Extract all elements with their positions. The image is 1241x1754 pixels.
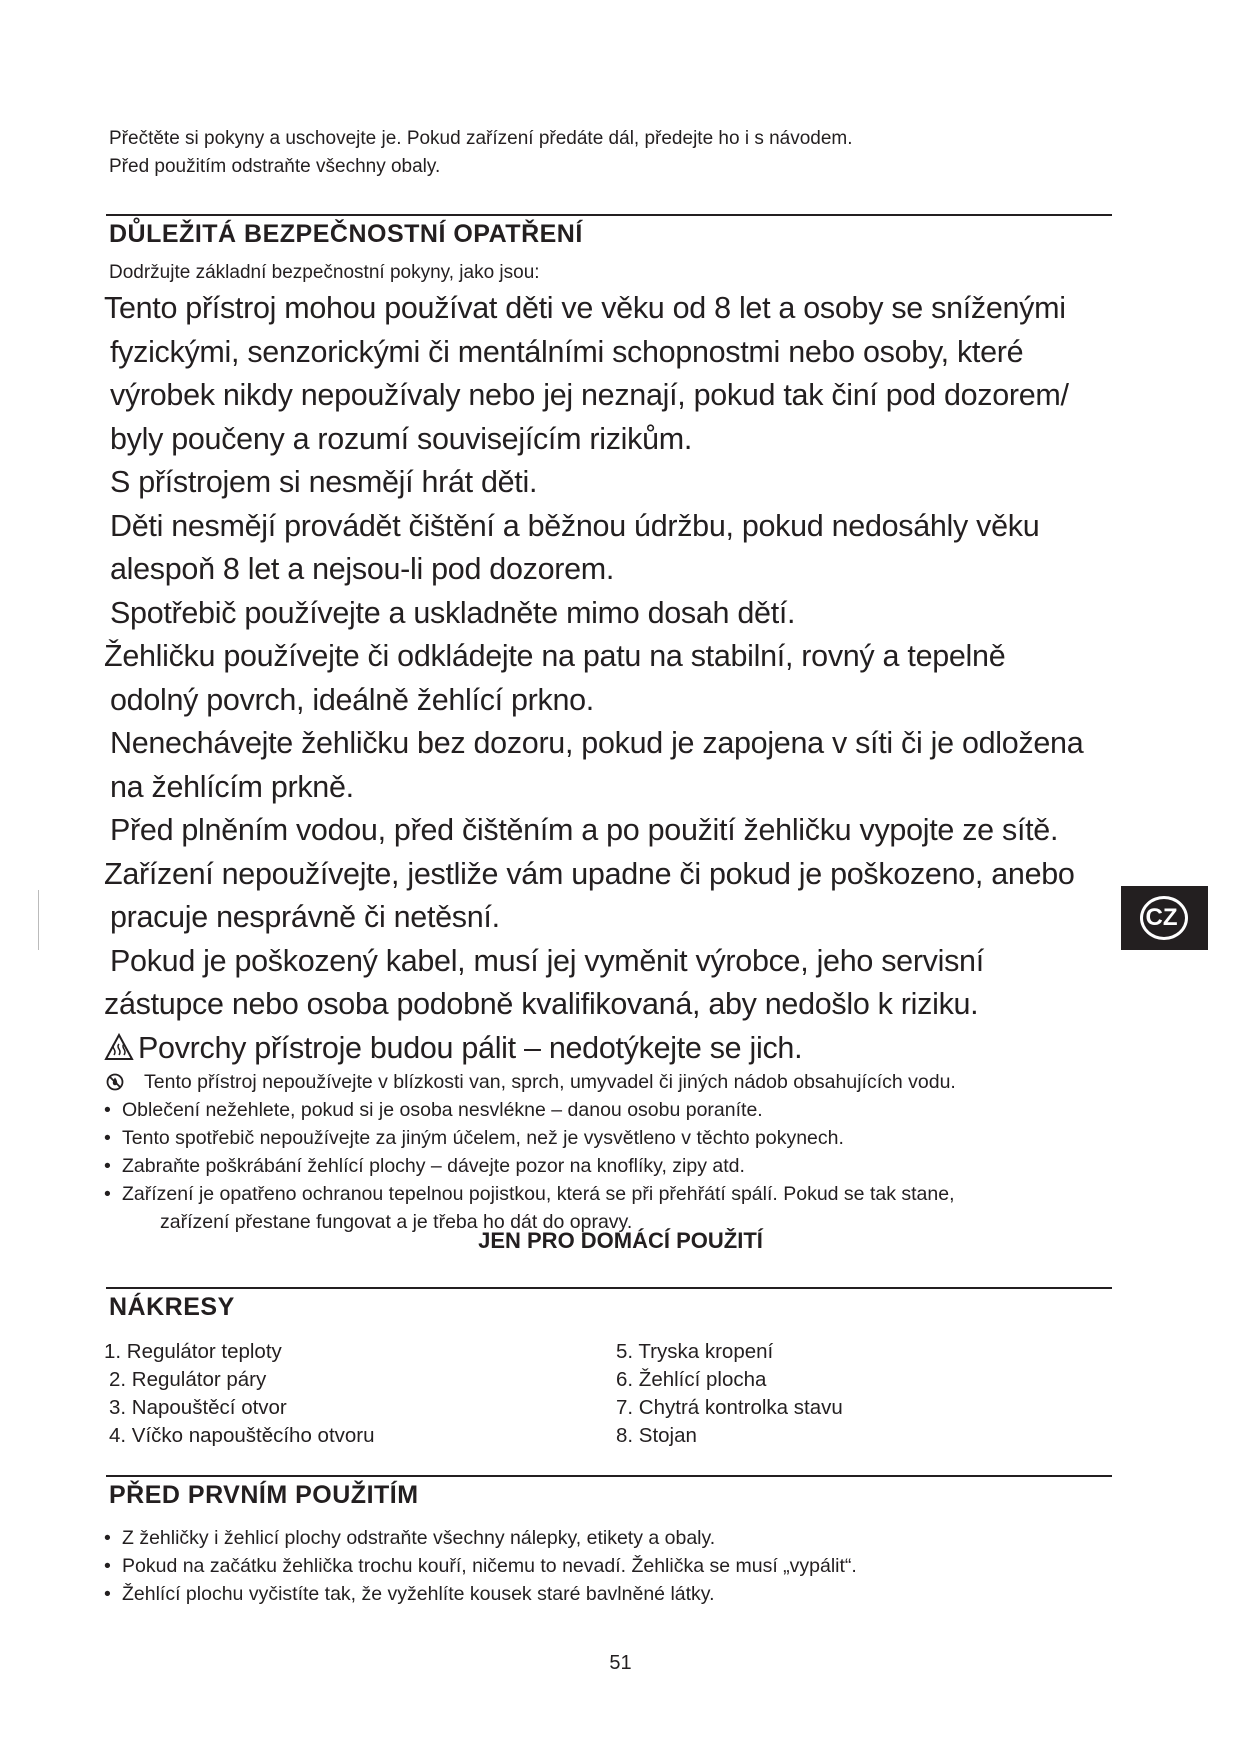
section-divider bbox=[106, 1475, 1112, 1477]
safety-line: Pokud je poškozený kabel, musí jej vyměnit výrobce, jeho servisní bbox=[110, 943, 984, 978]
hot-surface-text: Povrchy přístroje budou pálit – nedotýkejte se jich. bbox=[138, 1030, 803, 1065]
list-item-text: Zařízení je opatřeno ochranou tepelnou pojistkou, která se při přehřátí spálí. Pokud se tak stane, bbox=[122, 1183, 955, 1205]
list-item bbox=[104, 1524, 857, 1552]
part-item: 4. Víčko napouštěcího otvoru bbox=[109, 1424, 375, 1447]
hot-surface-icon bbox=[104, 1030, 134, 1074]
no-water-icon bbox=[106, 1071, 124, 1089]
part-item: 7. Chytrá kontrolka stavu bbox=[616, 1396, 843, 1419]
safety-line: Žehličku používejte či odkládejte na patu na stabilní, rovný a tepelně bbox=[104, 639, 1006, 673]
first-use-list bbox=[104, 1524, 857, 1608]
bullet-mark: • bbox=[104, 1583, 111, 1605]
bullet-mark: • bbox=[104, 1183, 111, 1205]
list-item-continuation: zařízení přestane fungovat a je třeba ho dát do opravy. bbox=[160, 1211, 633, 1233]
part-item: 5. Tryska kropení bbox=[616, 1340, 774, 1363]
bullet-mark: • bbox=[104, 1099, 111, 1121]
safety-line: fyzickými, senzorickými či mentálními schopnostmi nebo osoby, které bbox=[110, 334, 1024, 369]
safety-line: S přístrojem si nesmějí hrát děti. bbox=[110, 465, 538, 499]
drawings-heading: NÁKRESY bbox=[109, 1293, 235, 1321]
first-use-heading: PŘED PRVNÍM POUŽITÍM bbox=[109, 1481, 419, 1509]
safety-line: zástupce nebo osoba podobně kvalifikovaná, aby nedošlo k riziku. bbox=[104, 987, 979, 1021]
domestic-use-notice: JEN PRO DOMÁCÍ POUŽITÍ bbox=[478, 1228, 763, 1253]
language-badge-label: CZ bbox=[1145, 904, 1178, 931]
safety-line: Tento přístroj mohou používat děti ve věku od 8 let a osoby se sníženými bbox=[104, 291, 1066, 325]
safety-line: na žehlícím prkně. bbox=[110, 769, 354, 804]
water-warning bbox=[104, 1068, 956, 1096]
part-item: 6. Žehlící plocha bbox=[616, 1368, 767, 1391]
safety-line: pracuje nesprávně či netěsní. bbox=[110, 900, 500, 934]
safety-line: Před plněním vodou, před čištěním a po použití žehličku vypojte ze sítě. bbox=[110, 813, 1059, 847]
safety-line: Nenechávejte žehličku bez dozoru, pokud je zapojena v síti či je odložena bbox=[110, 726, 1084, 760]
safety-line: alespoň 8 let a nejsou-li pod dozorem. bbox=[110, 552, 615, 586]
safety-line: výrobek nikdy nepoužívaly nebo jej neznají, pokud tak činí pod dozorem/ bbox=[110, 378, 1069, 412]
part-item: 3. Napouštěcí otvor bbox=[109, 1396, 287, 1419]
list-item-text: Pokud na začátku žehlička trochu kouří, ničemu to nevadí. Žehlička se musí „vypálit“. bbox=[122, 1555, 857, 1577]
safety-small-text bbox=[104, 1068, 956, 1236]
part-item: 2. Regulátor páry bbox=[109, 1368, 267, 1391]
page-number: 51 bbox=[609, 1652, 632, 1674]
list-item bbox=[104, 1096, 956, 1124]
list-item-text: Zabraňte poškrábání žehlící plochy – dávejte pozor na knoflíky, zipy atd. bbox=[122, 1155, 745, 1177]
list-item bbox=[104, 1152, 956, 1180]
safety-large-text bbox=[104, 287, 1083, 1073]
safety-line: odolný povrch, ideálně žehlící prkno. bbox=[110, 682, 594, 717]
bullet-mark: • bbox=[104, 1127, 111, 1149]
section-divider bbox=[106, 214, 1112, 216]
part-item: 8. Stojan bbox=[616, 1424, 697, 1447]
hot-surface-warning bbox=[104, 1027, 1083, 1074]
safety-line: Spotřebič používejte a uskladněte mimo dosah dětí. bbox=[110, 595, 796, 630]
list-item-text: Žehlící plochu vyčistíte tak, že vyžehlíte kousek staré bavlněné látky. bbox=[122, 1583, 715, 1605]
safety-line: Děti nesmějí provádět čištění a běžnou údržbu, pokud nedosáhly věku bbox=[110, 508, 1040, 543]
part-item: 1. Regulátor teploty bbox=[104, 1340, 282, 1363]
safety-heading: DŮLEŽITÁ BEZPEČNOSTNÍ OPATŘENÍ bbox=[109, 220, 583, 248]
list-item bbox=[104, 1580, 857, 1608]
water-warning-text: Tento přístroj nepoužívejte v blízkosti van, sprch, umyvadel či jiných nádob obsahujících vodu. bbox=[144, 1071, 956, 1093]
list-item-text: Z žehličky i žehlicí plochy odstraňte všechny nálepky, etikety a obaly. bbox=[122, 1527, 716, 1549]
safety-line: byly poučeny a rozumí souvisejícím rizikům. bbox=[110, 421, 693, 456]
list-item-text: Oblečení nežehlete, pokud si je osoba nesvlékne – danou osobu poraníte. bbox=[122, 1099, 763, 1121]
margin-mark bbox=[38, 890, 39, 950]
bullet-mark: • bbox=[104, 1555, 111, 1577]
intro-line-2: Před použitím odstraňte všechny obaly. bbox=[109, 156, 441, 177]
safety-subheading: Dodržujte základní bezpečnostní pokyny, jako jsou: bbox=[109, 262, 540, 283]
bullet-mark: • bbox=[104, 1527, 111, 1549]
list-item bbox=[104, 1124, 956, 1152]
section-divider bbox=[106, 1287, 1112, 1289]
parts-list-right bbox=[616, 1338, 843, 1450]
intro-line-1: Přečtěte si pokyny a uschovejte je. Pokud zařízení předáte dál, předejte ho i s návodem. bbox=[109, 128, 853, 149]
list-item bbox=[104, 1552, 857, 1580]
list-item bbox=[104, 1180, 956, 1208]
list-item-text: Tento spotřebič nepoužívejte za jiným účelem, než je vysvětleno v těchto pokynech. bbox=[122, 1127, 844, 1149]
bullet-mark: • bbox=[104, 1155, 111, 1177]
parts-list-left bbox=[104, 1338, 375, 1450]
language-badge bbox=[1121, 886, 1208, 950]
safety-line: Zařízení nepoužívejte, jestliže vám upadne či pokud je poškozeno, anebo bbox=[104, 856, 1075, 891]
